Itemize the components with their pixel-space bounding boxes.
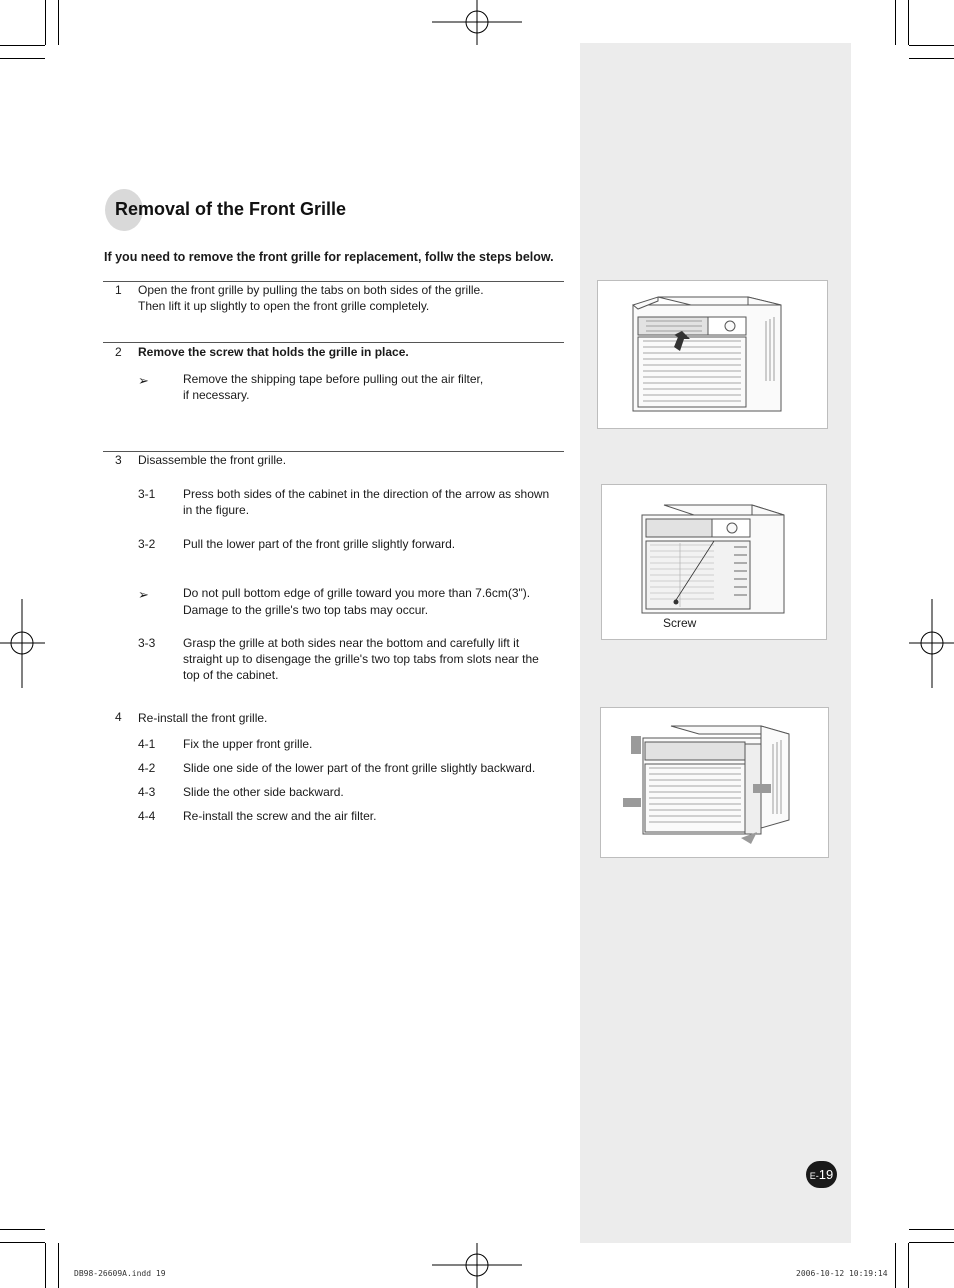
step1-line1: Open the front grille by pulling the tabs on both sides of the grille. <box>138 283 484 297</box>
footer-file-info: DB98-26609A.indd 19 <box>74 1269 166 1278</box>
substep-3-3-line3: top of the cabinet. <box>183 668 279 682</box>
substep-number: 3-3 <box>138 636 156 650</box>
substep-4-2-text: Slide one side of the lower part of the front grille slightly backward. <box>183 761 536 775</box>
page-number: 19 <box>818 1167 834 1182</box>
substep-number: 4-3 <box>138 785 156 799</box>
step2-note-line2: if necessary. <box>183 388 250 402</box>
step2-text: Remove the screw that holds the grille in place. <box>138 345 409 359</box>
page-title: Removal of the Front Grille <box>115 199 347 219</box>
step2-note-line1: Remove the shipping tape before pulling out the air filter, <box>183 372 484 386</box>
substep-number: 4-2 <box>138 761 156 775</box>
divider <box>103 342 564 343</box>
substep-4-1-text: Fix the upper front grille. <box>183 737 313 751</box>
substep-3-3-line1: Grasp the grille at both sides near the bottom and carefully lift it <box>183 636 520 650</box>
note-arrow-icon: ➢ <box>138 373 149 388</box>
step-number: 4 <box>115 710 122 724</box>
substep-3-1-line2: in the figure. <box>183 503 250 517</box>
substep-3-2-line1: Pull the lower part of the front grille slightly forward. <box>183 537 456 551</box>
intro-text: If you need to remove the front grille for replacement, follw the steps below. <box>104 250 554 264</box>
figure-disassemble-grille <box>600 707 829 858</box>
air-conditioner-illustration <box>601 708 827 856</box>
substep-3-3-line2: straight up to disengage the grille's two top tabs from slots near the <box>183 652 539 666</box>
substep-number: 3-2 <box>138 537 156 551</box>
figure-open-grille <box>597 280 828 429</box>
substep-number: 4-1 <box>138 737 156 751</box>
step-number: 2 <box>115 345 122 359</box>
substep-number: 3-1 <box>138 487 156 501</box>
step3-note-line1: Do not pull bottom edge of grille toward you more than 7.6cm(3"). <box>183 586 531 600</box>
step1-line2: Then lift it up slightly to open the front grille completely. <box>138 299 430 313</box>
step-number: 3 <box>115 453 122 467</box>
screw-label: Screw <box>663 616 697 630</box>
page-number-prefix: E- <box>809 1171 819 1181</box>
substep-4-3-text: Slide the other side backward. <box>183 785 344 799</box>
substep-number: 4-4 <box>138 809 156 823</box>
step3-note-line2: Damage to the grille's two top tabs may occur. <box>183 603 429 617</box>
substep-3-1-line1: Press both sides of the cabinet in the direction of the arrow as shown <box>183 487 550 501</box>
step4-text: Re-install the front grille. <box>138 711 268 725</box>
step3-text: Disassemble the front grille. <box>138 453 287 467</box>
substep-4-4-text: Re-install the screw and the air filter. <box>183 809 377 823</box>
air-conditioner-illustration <box>602 485 825 638</box>
note-arrow-icon: ➢ <box>138 587 149 602</box>
page-number-badge <box>806 1161 837 1188</box>
figure-remove-screw <box>601 484 827 640</box>
footer-timestamp: 2006-10-12 10:19:14 <box>796 1269 888 1278</box>
step-number: 1 <box>115 283 122 297</box>
air-conditioner-illustration <box>598 281 826 427</box>
